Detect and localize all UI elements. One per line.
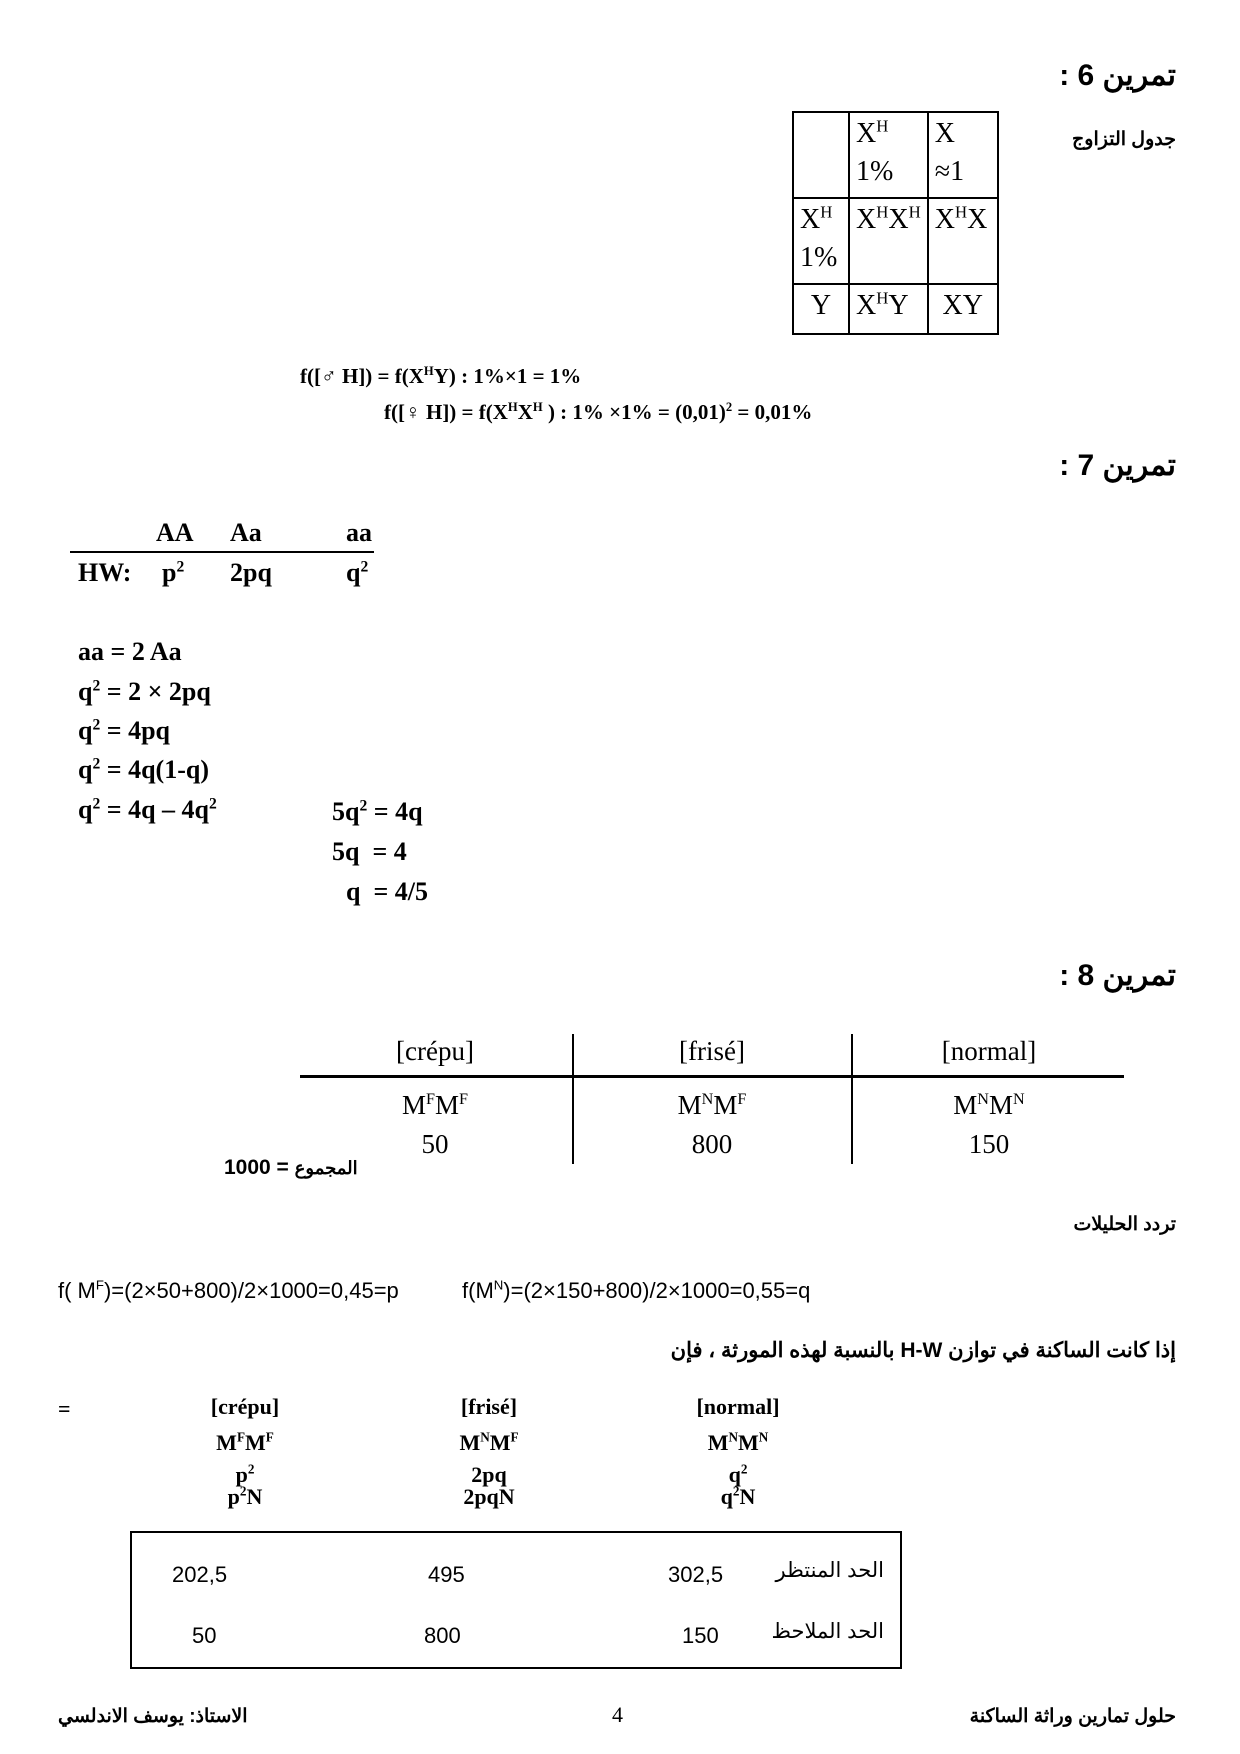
punnett-cell-xhy: $X^HY$: [849, 284, 928, 334]
footer-title: حلول تمارين وراثة الساكنة: [969, 1706, 1176, 1727]
total-count: 1000 = المجموع: [224, 1156, 358, 1179]
observed-normal: 150: [682, 1623, 719, 1648]
genotype-mfmf: $M^FM^F$: [401, 1090, 469, 1120]
page-number: 4: [612, 1702, 623, 1727]
observed-crepu: 50: [192, 1623, 217, 1648]
exercise-7-heading: تمرين 7 :: [1059, 449, 1176, 482]
equation-line-5: $q^2 = 4q - 4q^2$: [78, 795, 217, 824]
hw-table-divider: [70, 551, 374, 553]
hw-equilibrium-sentence: إذا كانت الساكنة في توازن H-W بالنسبة لهذه المورثة ، فإن: [670, 1339, 1176, 1362]
hw-q-squared: $q^2$: [346, 558, 369, 587]
punnett-corner: [793, 112, 849, 198]
expected-observed-box: [130, 1531, 902, 1669]
count-frise: 800: [691, 1129, 733, 1159]
punnett-square: [792, 111, 999, 335]
male-affected-frequency: f([♂ $H]) = f(X^HY)$ : 1%×1 = 1%: [300, 364, 582, 388]
punnett-cell-xy: XY: [928, 284, 998, 334]
female-affected-frequency: f([♀ $H]) = f(X^HX^H$ ) : $1\% \times 1\% = (0,01)^2 = 0,01\%$: [384, 400, 813, 424]
footer-teacher: الاستاذ: يوسف الاندلسي: [58, 1706, 248, 1727]
solution-line-3: q = 4/5: [346, 877, 428, 906]
observed-frise: 800: [424, 1623, 461, 1648]
expected-crepu: 202,5: [172, 1562, 228, 1587]
genotype-aa-hetero: Aa: [230, 518, 262, 547]
punnett-cell-xhxh: $X^HX^H$: [849, 198, 928, 284]
equals-sign: =: [58, 1396, 71, 1421]
phenotype-crepu: [crépu]: [396, 1036, 474, 1066]
count-normal: 150: [968, 1129, 1010, 1159]
hw-label: HW:: [78, 558, 132, 587]
punnett-col-header-xh: $X^H$ 1%: [849, 112, 928, 198]
allele-frequency-label: تردد الحليلات: [1073, 1214, 1176, 1235]
genotype-mnmn: $M^NM^N$: [953, 1090, 1025, 1120]
observed-label: الحد الملاحظ: [771, 1620, 884, 1643]
count-crepu: 50: [421, 1129, 449, 1159]
equation-line-3: $q^2 = 4pq$: [78, 716, 171, 745]
punnett-row-header-xh: $X^H$ 1%: [793, 198, 849, 284]
hw-column-normal: [normal] $M^NM^N$ $q^2$ $q^2N$: [696, 1394, 780, 1509]
genotype-mnmf: $M^NM^F$: [677, 1090, 747, 1120]
equation-line-2: $q^2 = 2 \times 2pq$: [78, 677, 211, 706]
equation-line-1: aa = 2 Aa: [78, 637, 182, 666]
genotype-aa-recessive: aa: [346, 518, 372, 547]
phenotype-frise: [frisé]: [679, 1036, 745, 1066]
solution-line-1: $5q^2 = 4q$: [332, 797, 423, 826]
exercise-8-heading: تمرين 8 :: [1059, 959, 1176, 992]
frequency-p: f( $M^F)=(2\times 50+800)/2\times 1000=0,45=p$: [58, 1277, 399, 1303]
phenotype-normal: [normal]: [941, 1036, 1037, 1066]
punnett-col-header-x: X ≈1: [928, 112, 998, 198]
hw-column-frise: [frisé] $M^NM^F$ 2pq 2pqN: [459, 1394, 519, 1509]
phenotype-table-divider: [300, 1075, 1124, 1078]
mating-table-label: جدول التزاوج: [1072, 129, 1176, 150]
genotype-aa-dominant: AA: [156, 518, 194, 547]
phenotype-table-vline-2: [851, 1034, 853, 1164]
equation-line-4: $q^2 = 4q(1-q)$: [78, 755, 209, 784]
hw-2pq: 2pq: [230, 558, 272, 587]
expected-normal: 302,5: [668, 1562, 724, 1587]
hw-p-squared: $p^2$: [162, 558, 185, 587]
solution-line-2: 5q = 4: [332, 837, 407, 866]
punnett-cell-xhx: $X^HX$: [928, 198, 998, 284]
expected-frise: 495: [428, 1562, 465, 1587]
expected-label: الحد المنتظر: [775, 1559, 884, 1582]
frequency-q: $f(M^N)=(2\times 150+800)/2\times 1000=0,55=q$: [462, 1277, 811, 1303]
exercise-6-heading: تمرين 6 :: [1059, 59, 1176, 92]
punnett-row-header-y: Y: [793, 284, 849, 334]
hw-column-crepu: [crépu] $M^FM^F$ $p^2$ $p^2N$: [210, 1394, 280, 1509]
